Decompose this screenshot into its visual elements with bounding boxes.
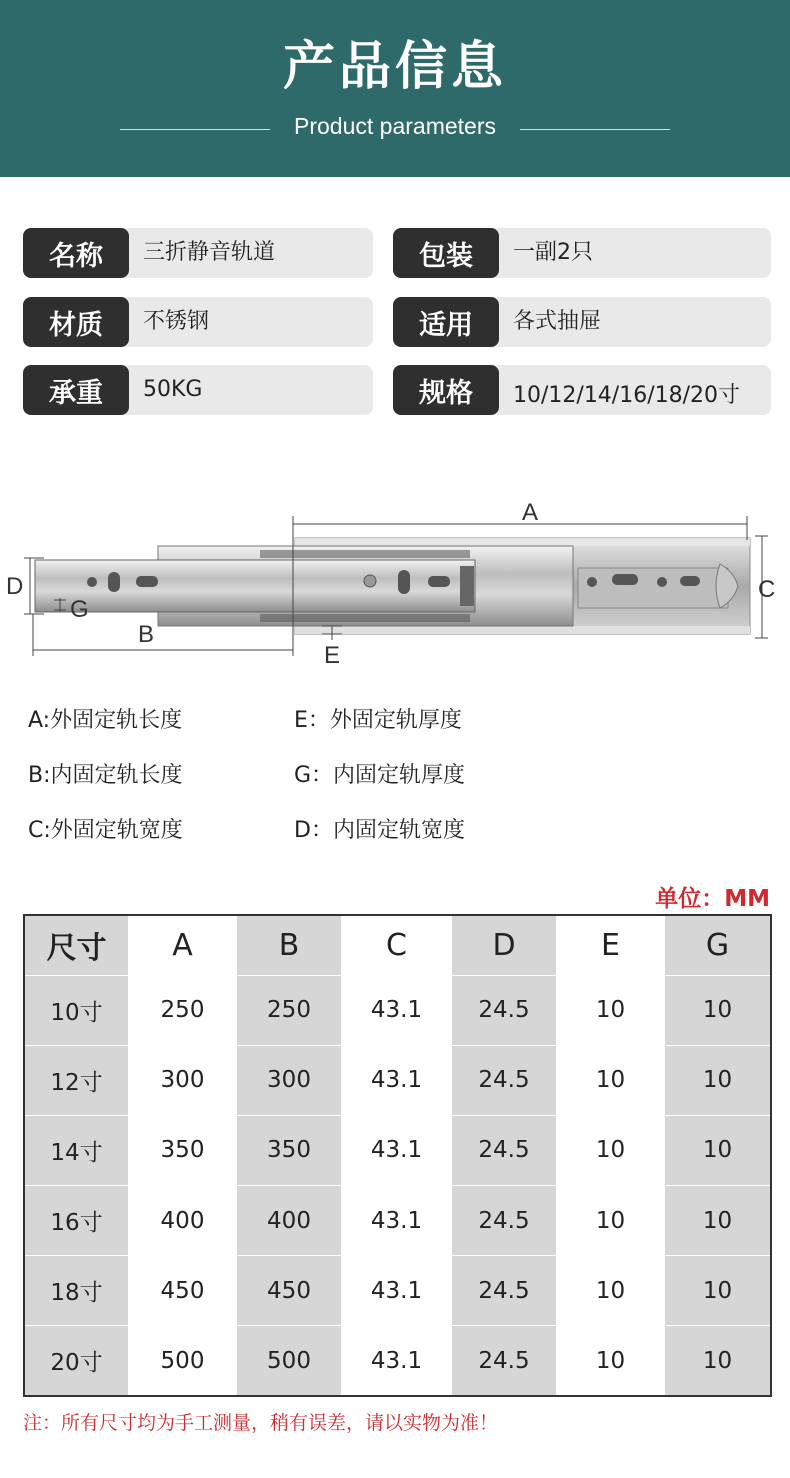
dim-label-g: G: [70, 596, 89, 623]
spec-label: 包装: [393, 228, 499, 278]
spec-name: [23, 228, 373, 278]
table-cell: 500: [128, 1326, 237, 1396]
spec-label: 适用: [393, 297, 499, 347]
dim-label-d: D: [6, 573, 24, 600]
table-cell: 450: [128, 1256, 237, 1326]
table-cell: 250: [237, 975, 341, 1045]
table-cell: 450: [237, 1256, 341, 1326]
size-table: [23, 914, 772, 1397]
header-d: D: [452, 915, 556, 975]
table-cell: 400: [237, 1185, 341, 1255]
table-cell: 43.1: [341, 975, 452, 1045]
table-row: [24, 1326, 771, 1396]
table-cell: 10: [665, 1256, 771, 1326]
table-cell: 350: [237, 1115, 341, 1185]
spec-label: 规格: [393, 365, 499, 415]
table-cell: 10: [556, 1185, 665, 1255]
legend-e: E：外固定轨厚度: [294, 708, 462, 733]
slide-rail-diagram: [0, 480, 790, 680]
header-banner: [0, 0, 790, 177]
table-cell: 12寸: [24, 1045, 128, 1115]
table-cell: 10: [665, 1045, 771, 1115]
spec-value: 一副2只: [513, 240, 593, 265]
table-cell: 10: [556, 1115, 665, 1185]
header-e: E: [556, 915, 665, 975]
table-cell: 350: [128, 1115, 237, 1185]
table-cell: 10: [556, 1045, 665, 1115]
unit-label: 单位：MM: [655, 886, 770, 912]
header-g: G: [665, 915, 771, 975]
table-cell: 400: [128, 1185, 237, 1255]
table-cell: 10: [665, 1326, 771, 1396]
spec-packaging: [393, 228, 771, 278]
legend-a: A:外固定轨长度: [28, 708, 183, 733]
table-row: [24, 1256, 771, 1326]
table-cell: 300: [128, 1045, 237, 1115]
table-cell: 10: [665, 1185, 771, 1255]
table-cell: 24.5: [452, 1326, 556, 1396]
header-size: 尺寸: [24, 915, 128, 975]
spec-value: 各式抽屉: [513, 309, 602, 334]
table-cell: 10: [665, 975, 771, 1045]
legend-d: D：内固定轨宽度: [294, 818, 465, 843]
table-cell: 24.5: [452, 1185, 556, 1255]
table-cell: 14寸: [24, 1115, 128, 1185]
spec-label: 承重: [23, 365, 129, 415]
table-cell: 10寸: [24, 975, 128, 1045]
spec-load: [23, 365, 373, 415]
table-cell: 500: [237, 1326, 341, 1396]
spec-value: 不锈钢: [143, 309, 210, 334]
header-b: B: [237, 915, 341, 975]
table-cell: 16寸: [24, 1185, 128, 1255]
spec-value: 三折静音轨道: [143, 240, 276, 265]
header-c: C: [341, 915, 452, 975]
table-cell: 24.5: [452, 975, 556, 1045]
dim-label-e: E: [324, 642, 341, 669]
table-cell: 10: [556, 1326, 665, 1396]
table-row: [24, 1045, 771, 1115]
table-cell: 43.1: [341, 1045, 452, 1115]
inner-rail: [35, 560, 475, 612]
table-cell: 10: [556, 975, 665, 1045]
spec-label: 名称: [23, 228, 129, 278]
table-cell: 10: [665, 1115, 771, 1185]
table-row: [24, 975, 771, 1045]
spec-value: 50KG: [143, 377, 203, 402]
header-a: A: [128, 915, 237, 975]
table-row: [24, 1185, 771, 1255]
table-cell: 18寸: [24, 1256, 128, 1326]
dim-label-c: C: [758, 576, 776, 603]
legend-c: C:外固定轨宽度: [28, 818, 183, 843]
table-cell: 300: [237, 1045, 341, 1115]
legend-b: B:内固定轨长度: [28, 763, 183, 788]
table-cell: 24.5: [452, 1115, 556, 1185]
table-cell: 43.1: [341, 1115, 452, 1185]
outer-rail-holes: [578, 564, 738, 608]
spec-value: 10/12/14/16/18/20寸: [513, 383, 741, 408]
page-title: 产品信息: [282, 37, 507, 97]
table-cell: 43.1: [341, 1256, 452, 1326]
table-row: [24, 1115, 771, 1185]
table-cell: 24.5: [452, 1045, 556, 1115]
table-cell: 10: [556, 1256, 665, 1326]
table-cell: 250: [128, 975, 237, 1045]
divider-right: [520, 129, 670, 130]
spec-usage: [393, 297, 771, 347]
dim-label-a: A: [522, 499, 539, 526]
table-cell: 20寸: [24, 1326, 128, 1396]
legend-g: G：内固定轨厚度: [294, 763, 466, 788]
table-cell: 43.1: [341, 1185, 452, 1255]
table-cell: 24.5: [452, 1256, 556, 1326]
table-cell: 43.1: [341, 1326, 452, 1396]
spec-material: [23, 297, 373, 347]
page-subtitle: Product parameters: [294, 113, 496, 139]
measurement-note: 注：所有尺寸均为手工测量，稍有误差，请以实物为准！: [23, 1412, 499, 1434]
table-header-row: [24, 915, 771, 975]
dim-label-b: B: [138, 621, 155, 648]
spec-label: 材质: [23, 297, 129, 347]
spec-size: [393, 365, 771, 415]
